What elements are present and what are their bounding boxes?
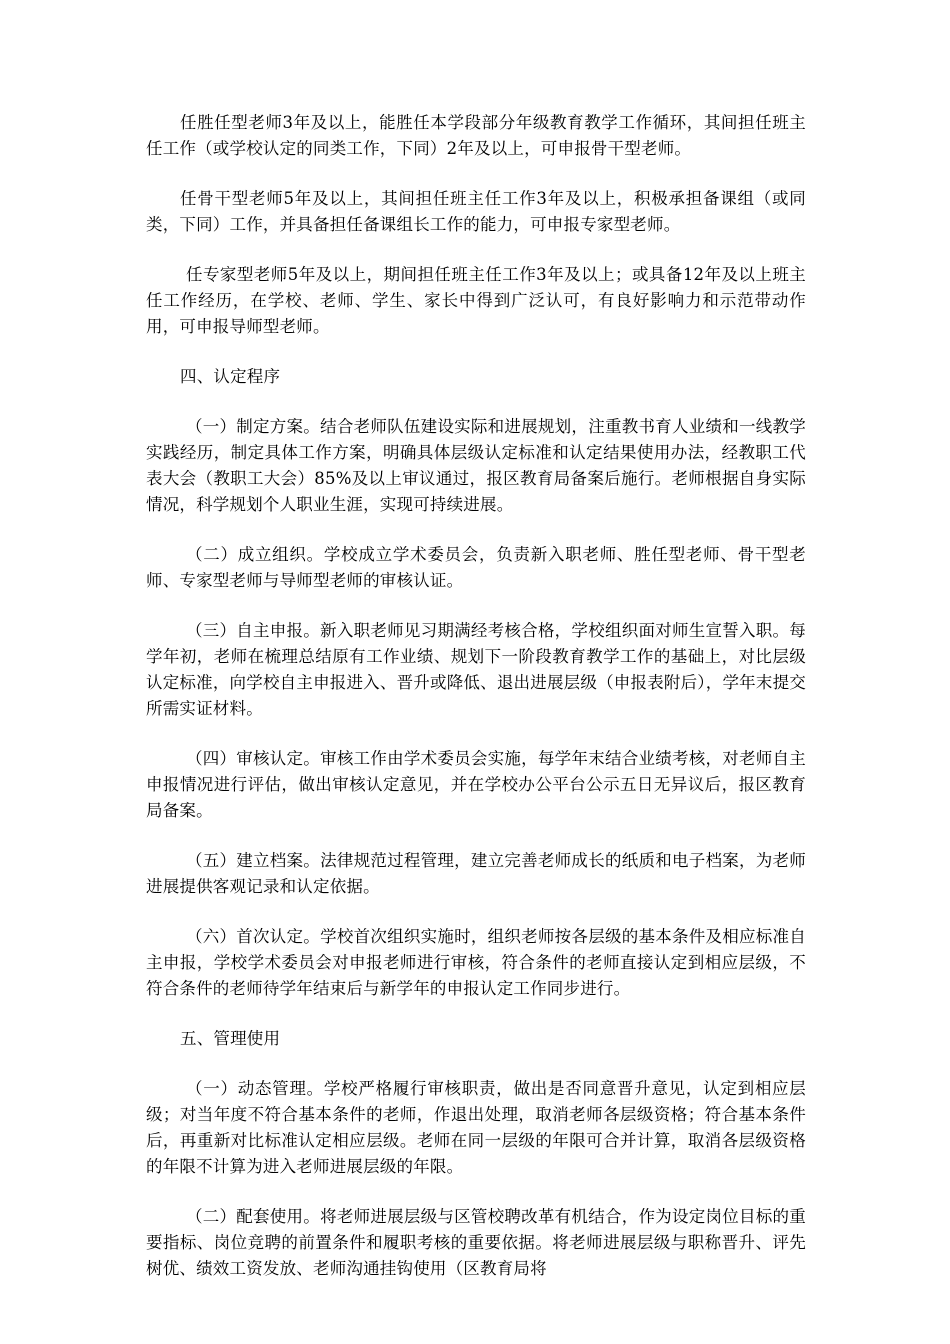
- paragraph-supporting-use: （二）配套使用。将老师进展层级与区管校聘改革有机结合，作为设定岗位目标的重要指标、岗位竞聘的前置条件和履职考核的重要依据。将老师进展层级与职称晋升、评先树优、绩效工资发放、老师沟通挂钩使用（区教育局将: [146, 1207, 806, 1278]
- paragraph-mentor-teacher-criteria: 任专家型老师5年及以上，期间担任班主任工作3年及以上；或具备12年及以上班主任工作经历，在学校、老师、学生、家长中得到广泛认可，有良好影响力和示范带动作用，可申报导师型老师。: [146, 265, 806, 336]
- paragraph-first-certification: （六）首次认定。学校首次组织实施时，组织老师按各层级的基本条件及相应标准自主申报，学校学术委员会对申报老师进行审核，符合条件的老师直接认定到相应层级，不符合条件的老师待学年结束后与新学年的申报认定工作同步进行。: [146, 927, 806, 998]
- paragraph-formulate-plan: （一）制定方案。结合老师队伍建设实际和进展规划，注重教书育人业绩和一线教学实践经历，制定具体工作方案，明确具体层级认定标准和认定结果使用办法，经教职工代表大会（教职工大会）85%及以上审议通过，报区教育局备案后施行。老师根据自身实际情况，科学规划个人职业生涯，实现可持续进展。: [146, 417, 806, 514]
- document-body: [146, 110, 806, 1306]
- paragraph-expert-teacher-criteria: 任骨干型老师5年及以上，其间担任班主任工作3年及以上，积极承担备课组（或同类，下同）工作，并具备担任备课组长工作的能力，可申报专家型老师。: [146, 189, 806, 234]
- paragraph-establish-organization: （二）成立组织。学校成立学术委员会，负责新入职老师、胜任型老师、骨干型老师、专家型老师与导师型老师的审核认证。: [146, 545, 806, 590]
- paragraph-review-certification: （四）审核认定。审核工作由学术委员会实施，每学年末结合业绩考核，对老师自主申报情况进行评估，做出审核认定意见，并在学校办公平台公示五日无异议后，报区教育局备案。: [146, 749, 806, 820]
- paragraph-backbone-teacher-criteria: 任胜任型老师3年及以上，能胜任本学段部分年级教育教学工作循环，其间担任班主任工作（或学校认定的同类工作，下同）2年及以上，可申报骨干型老师。: [146, 113, 806, 158]
- paragraph-self-application: （三）自主申报。新入职老师见习期满经考核合格，学校组织面对师生宣誓入职。每学年初，老师在梳理总结原有工作业绩、规划下一阶段教育教学工作的基础上，对比层级认定标准，向学校自主申报进入、晋升或降低、退出进展层级（申报表附后），学年末提交所需实证材料。: [146, 621, 806, 718]
- paragraph-establish-archive: （五）建立档案。法律规范过程管理，建立完善老师成长的纸质和电子档案，为老师进展提供客观记录和认定依据。: [146, 851, 806, 896]
- section-heading-management-use: 五、管理使用: [180, 1029, 281, 1048]
- section-heading-certification-procedure: 四、认定程序: [180, 367, 281, 386]
- paragraph-dynamic-management: （一）动态管理。学校严格履行审核职责，做出是否同意晋升意见，认定到相应层级；对当年度不符合基本条件的老师，作退出处理，取消老师各层级资格；符合基本条件后，再重新对比标准认定相应层级。老师在同一层级的年限可合并计算，取消各层级资格的年限不计算为进入老师进展层级的年限。: [146, 1079, 806, 1176]
